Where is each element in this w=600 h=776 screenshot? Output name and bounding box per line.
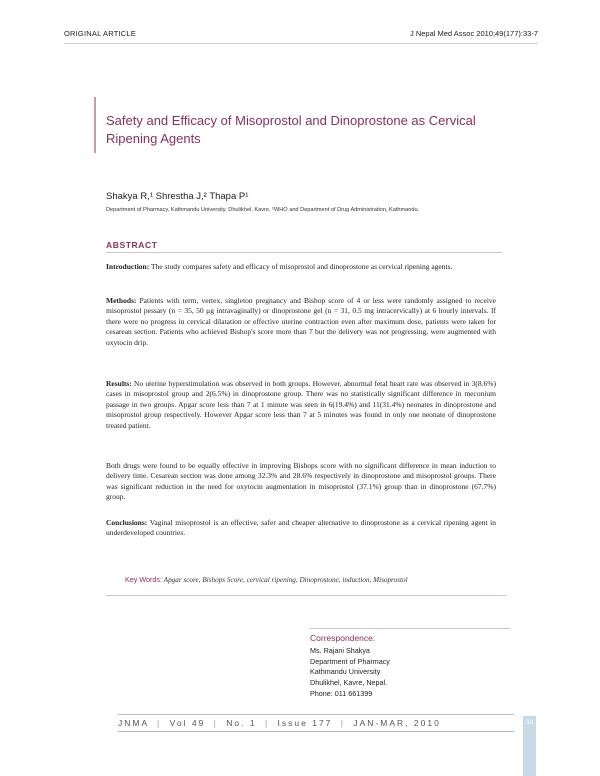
footer-separator: | [264, 718, 270, 728]
footer-separator: | [340, 718, 346, 728]
abstract-conclusions [106, 518, 496, 539]
keywords-label: Key Words: [125, 575, 163, 584]
footer-separator: | [213, 718, 218, 728]
article-type: ORIGINAL ARTICLE [64, 29, 136, 38]
paper-title: Safety and Efficacy of Misoprostol and Dinoprostone as Cervical Ripening Agents [106, 113, 476, 146]
footer-separator: | [157, 718, 162, 728]
results-label: Results: [106, 379, 132, 388]
footer-journal: JNMA [118, 718, 149, 728]
keywords-text: Apgar score, Bishops Score, cervical ripening, Dinoprostone, induction, Misoprostol [162, 576, 408, 584]
abstract-methods [106, 296, 496, 348]
introduction-text: The study compares safety and efficacy of misoprostol and dinoprostone as cervical ripening agents. [149, 262, 453, 271]
results-text: No uterine hyperstimulation was observed in both groups. However, abnormal fetal heart rate was observed in 3(8.6%) cases in misoprostol group and 2(6.5%) in dinoprostone group. There was no statistically significant difference in meconium passage in two groups. Apgar score less than 7 at 1 minute was seen in 6(19.4%) and 11(31.4%) neonates in dinoprostone and misoprostol group respectively. However Apgar score less than 7 at 5 minutes was found in only one neonate of dinoprostone treated patient. [106, 379, 496, 430]
keywords-divider [106, 595, 506, 596]
footer-issue: Issue 177 [277, 718, 333, 728]
correspondence-address: Dhulikhel, Kavre, Nepal. [310, 678, 388, 688]
conclusions-text: Vaginal misoprostol is an effective, safer and cheaper alternative to dinoprostone as a cervical ripening agent in underdeveloped countries. [106, 518, 496, 538]
affiliations: Department of Pharmacy, Kathmandu University, Dhulikhel, Kavre, ²WHO and Department of Drug Administration, Kathmandu. [106, 207, 420, 213]
footer-number: No. 1 [226, 718, 257, 728]
introduction-label: Introduction: [106, 262, 150, 271]
author-list: Shakya R,¹ Shrestha J,² Thapa P¹ [106, 191, 249, 202]
correspondence-block [310, 633, 510, 700]
conclusions-label: Conclusions: [106, 518, 148, 527]
footer-date: JAN-MAR, 2010 [353, 718, 441, 728]
abstract-results [106, 379, 496, 431]
journal-footer [118, 714, 514, 732]
correspondence-department: Department of Pharmacy [310, 656, 390, 666]
keywords [125, 575, 505, 584]
abstract-introduction [106, 262, 496, 272]
running-header [64, 29, 538, 44]
abstract-results-continued: Both drugs were found to be equally effective in improving Bishops score with no significant difference in mean induction to delivery time. Cesarean section was done among 32.3% and 28.6% respectively in dinoprostone and misoprostol groups. There was significant reduction in the need for oxytocin augmentation in misoprostol (37.1%) group than in dinoprostone (67.7%) group. [106, 461, 496, 502]
correspondence-phone: Phone: 011 661399 [310, 688, 373, 698]
correspondence-divider [310, 628, 510, 629]
page-number: 33 [525, 719, 534, 726]
abstract-heading: ABSTRACT [106, 240, 158, 250]
footer-volume: Vol 49 [169, 718, 206, 728]
methods-text: Patients with term, vertex, singleton pregnancy and Bishop score of 4 or less were randomly assigned to receive misoprostol pessary (n = 35, 50 μg intravaginally) or dinoprostone gel (n = 31, 0.5 mg intracervically) at 6 hourly intervals. If there were no progress in cervical dilatation or effective uterine contraction even after maximum dose, patients were taken for cesarean section. Patients who achieved Bishop's score more than 7 but the delivery was not progressing, were augmented with oxytocin drip. [106, 296, 496, 347]
correspondence-heading: Correspondence: [310, 633, 376, 643]
journal-citation: J Nepal Med Assoc 2010;49(177):33-7 [410, 29, 538, 38]
correspondence-university: Kathmandu University [310, 667, 381, 677]
title-accent-bar [94, 97, 96, 153]
correspondence-name: Ms. Rajani Shakya [310, 645, 370, 655]
methods-label: Methods: [106, 296, 137, 305]
abstract-divider [106, 252, 502, 253]
